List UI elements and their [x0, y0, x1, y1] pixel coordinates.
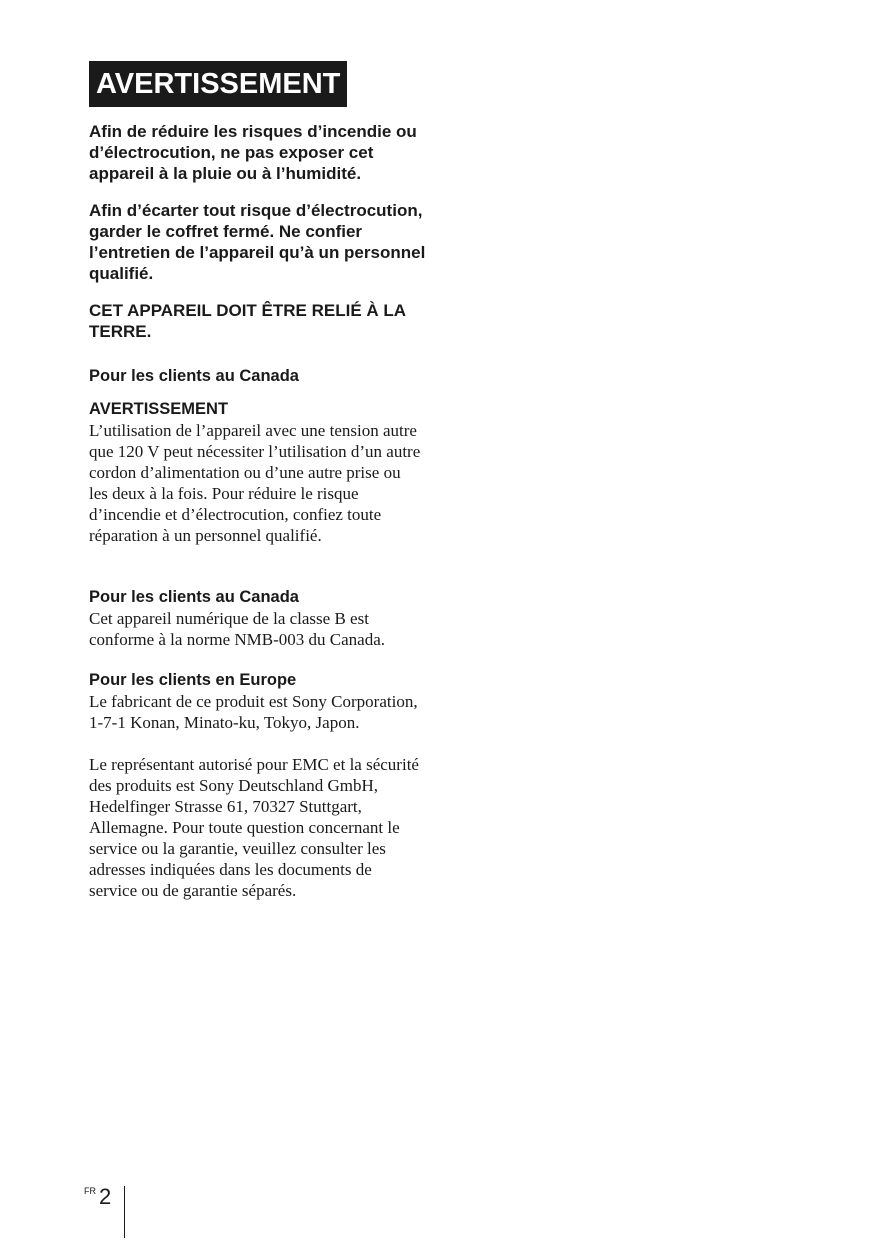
- page-title: AVERTISSEMENT: [89, 61, 347, 107]
- warning-moisture: Afin de réduire les risques d’incendie ou d’électrocution, ne pas exposer cet appareil à la pluie ou à l’humidité.: [89, 122, 417, 183]
- footer-divider: [124, 1186, 125, 1238]
- canada-class-b-body: Cet appareil numérique de la classe B est conforme à la norme NMB-003 du Canada.: [89, 609, 385, 649]
- canada-subheading: AVERTISSEMENT: [89, 400, 229, 418]
- europe-body-representative: Le représentant autorisé pour EMC et la sécurité des produits est Sony Deutschland GmbH, Hedelfinger Strasse 61, 70327 Stuttgart, Allemagne. Pour toute question concernant le service ou la garantie, veuillez consulter les adresses indiquées dans les documents de service ou de garantie séparés.: [89, 755, 419, 900]
- canada-heading: Pour les clients au Canada: [89, 367, 299, 385]
- europe-body: Le fabricant de ce produit est Sony Corporation, 1-7-1 Konan, Minato-ku, Tokyo, Japon.: [89, 692, 418, 732]
- canada-class-b-heading: Pour les clients au Canada: [89, 588, 299, 606]
- europe-heading: Pour les clients en Europe: [89, 671, 297, 689]
- page-number: 2: [99, 1184, 112, 1209]
- warning-enclosure: Afin d’écarter tout risque d’électrocution, garder le coffret fermé. Ne confier l’entretien de l’appareil qu’à un personnel qualifié.: [89, 201, 426, 283]
- canada-body: L’utilisation de l’appareil avec une tension autre que 120 V peut nécessiter l’utilisation d’un autre cordon d’alimentation ou d’une autre prise ou les deux à la fois. Pour réduire le risque d’incendie et d’électrocution, confiez toute réparation à un personnel qualifié.: [89, 421, 421, 545]
- footer-language-code: FR: [84, 1186, 96, 1196]
- warning-grounding: CET APPAREIL DOIT ÊTRE RELIÉ À LA TERRE.: [89, 301, 406, 341]
